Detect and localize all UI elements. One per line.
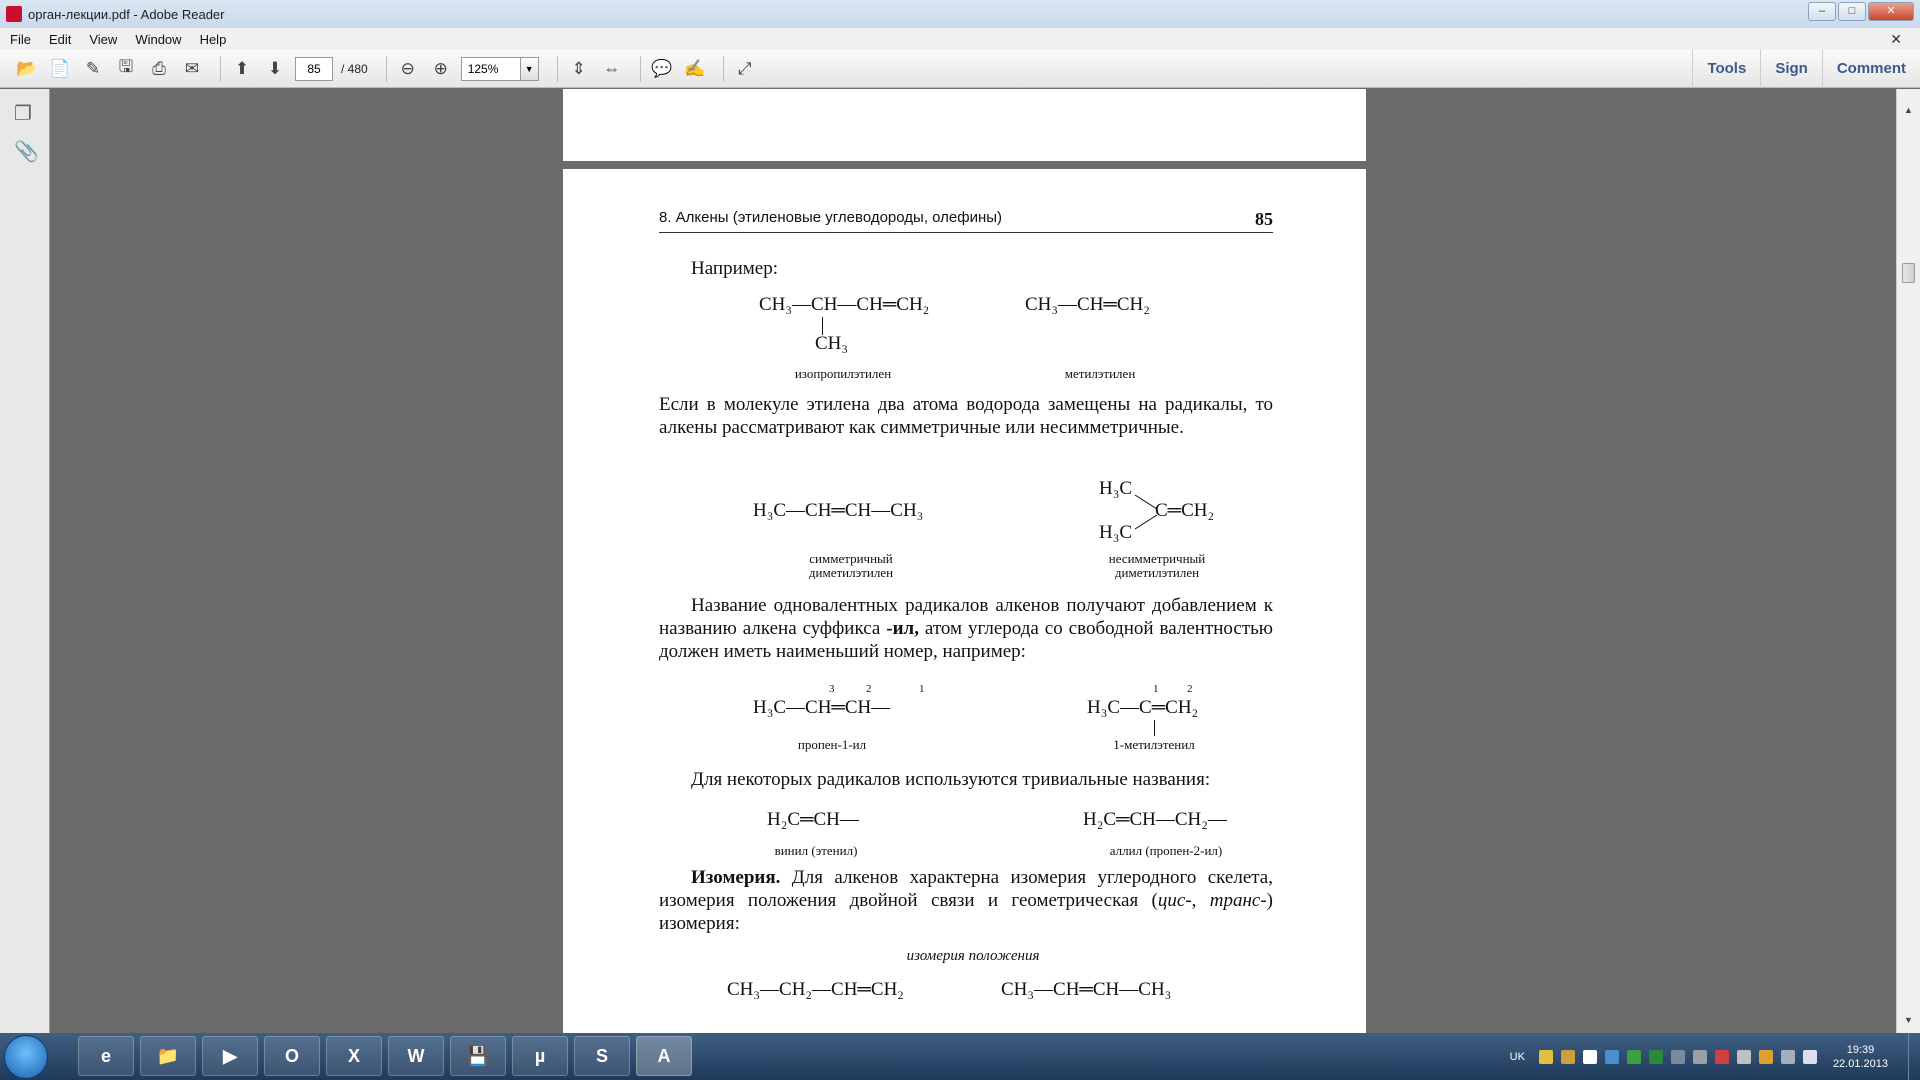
caption-methylethylene: метилэтилен: [1064, 366, 1136, 381]
isomerism-text-2: -,: [1185, 890, 1210, 911]
print-icon[interactable]: ⎙: [152, 58, 166, 78]
zoom-out-icon[interactable]: ⊖: [400, 58, 415, 78]
taskbar-skype[interactable]: S: [574, 1036, 630, 1076]
taskbar-adobe-reader[interactable]: A: [636, 1036, 692, 1076]
taskbar-utorrent[interactable]: µ: [512, 1036, 568, 1076]
menu-edit[interactable]: Edit: [48, 31, 72, 47]
toolbar-separator: [723, 56, 724, 82]
navigation-pane: [0, 89, 50, 1033]
formula-propenyl: H₃C—CH═CH—: [753, 697, 891, 718]
tools-button[interactable]: Tools: [1692, 50, 1760, 88]
page-total: / 480: [341, 61, 368, 76]
menu-file[interactable]: File: [10, 31, 31, 47]
running-head: [659, 209, 1273, 233]
tray-network-icon[interactable]: [1671, 1050, 1685, 1064]
heading-position-isomerism: изомерия положения: [906, 948, 1040, 964]
comment-note-icon[interactable]: 💬: [651, 58, 673, 78]
paragraph-radicals: Если в молекуле этилена два атома водорода замещены на радикалы, то алкены рассматривают как симметричные или несимметричные.: [659, 394, 1273, 438]
title-bar: [0, 0, 1920, 28]
tray-arrow-icon[interactable]: [1627, 1050, 1641, 1064]
edit-pdf-icon[interactable]: ✎: [85, 58, 101, 78]
taskbar-media-player[interactable]: ▶: [202, 1036, 258, 1076]
caption-symmetric-1: симметричный: [809, 551, 893, 566]
formula-asym-top: H₃C: [1099, 478, 1133, 499]
clock-time: 19:39: [1846, 1043, 1875, 1056]
scroll-down-icon[interactable]: ▼: [1904, 1015, 1913, 1025]
toolbar: [0, 50, 1920, 88]
tray-update-icon[interactable]: [1737, 1050, 1751, 1064]
menu-window[interactable]: Window: [135, 31, 182, 47]
zoom-dropdown-icon[interactable]: ▼: [521, 57, 539, 81]
taskbar-excel[interactable]: X: [326, 1036, 382, 1076]
formula-symmetric: H₃C—CH═CH—CH₃: [753, 500, 924, 521]
running-head-title: 8. Алкены (этиленовые углеводороды, олефины): [659, 209, 1003, 226]
locant-1b: 1: [1153, 683, 1159, 695]
formula-methylethenyl: H₃C—C═CH₂: [1087, 697, 1199, 718]
page-thumbnails-icon[interactable]: ❐: [14, 103, 32, 125]
names-suffix: -ил,: [886, 618, 919, 639]
formula-isopropylethylene: CH₃—CH—CH═CH₂: [759, 294, 930, 315]
taskbar-ie[interactable]: e: [78, 1036, 134, 1076]
toolbar-right-panel: [1692, 50, 1920, 88]
scroll-thumb[interactable]: [1902, 263, 1915, 283]
close-button[interactable]: ✕: [1868, 2, 1914, 21]
isomerism-text-3: -) изомерия:: [659, 890, 1274, 934]
formula-butene-1: CH₃—CH₂—CH═CH₂: [727, 979, 904, 1000]
names-text-1: Название одновалентных радикалов алкенов получают добавлением к названию алкена суффикса: [659, 595, 1273, 639]
tray-flag-icon[interactable]: [1759, 1050, 1773, 1064]
system-clock[interactable]: [1833, 1043, 1888, 1071]
taskbar-opera[interactable]: O: [264, 1036, 320, 1076]
toolbar-separator: [386, 56, 387, 82]
isomerism-trans: транс: [1209, 890, 1261, 911]
paragraph-trivial: Для некоторых радикалов используются тривиальные названия:: [691, 769, 1211, 790]
menu-help[interactable]: Help: [199, 31, 227, 47]
tray-shield-icon[interactable]: [1561, 1050, 1575, 1064]
volume-icon[interactable]: [1803, 1050, 1817, 1064]
menu-bar: [0, 28, 1920, 50]
minimize-button[interactable]: –: [1808, 2, 1836, 21]
document-viewport[interactable]: [51, 89, 1896, 1033]
names-text-2: атом углерода со свободной валентностью должен иметь наименьший номер, например:: [659, 618, 1273, 662]
fit-width-icon[interactable]: ⇔: [603, 58, 621, 78]
next-page-icon[interactable]: ⬇: [267, 58, 283, 78]
show-desktop-button[interactable]: [1908, 1033, 1920, 1080]
tray-b-icon[interactable]: [1583, 1050, 1597, 1064]
caption-methylethenyl: 1-метилэтенил: [1113, 737, 1195, 752]
comment-button[interactable]: Comment: [1822, 50, 1920, 88]
caption-propenyl: пропен-1-ил: [797, 737, 867, 752]
paragraph-radical-names: [659, 594, 1273, 663]
locant-3: 3: [829, 683, 835, 695]
taskbar-explorer[interactable]: 📁: [140, 1036, 196, 1076]
attachments-icon[interactable]: 📎: [14, 141, 39, 163]
previous-page-icon[interactable]: ⬆: [234, 58, 250, 78]
pdf-page: [563, 169, 1366, 1033]
maximize-button[interactable]: □: [1838, 2, 1866, 21]
fit-page-icon[interactable]: ⇕: [571, 58, 586, 78]
system-tray: [1510, 1033, 1920, 1080]
caption-vinyl: винил (этенил): [774, 843, 858, 858]
caption-asymmetric-2: диметилэтилен: [1114, 565, 1200, 580]
email-icon[interactable]: ✉: [184, 58, 200, 78]
scroll-up-icon[interactable]: ▲: [1904, 105, 1913, 115]
start-button[interactable]: [4, 1035, 48, 1079]
locant-1: 1: [919, 683, 925, 695]
isomerism-cis: цис: [1157, 890, 1186, 911]
caption-symmetric-2: диметилэтилен: [808, 565, 894, 580]
create-pdf-icon[interactable]: 📄: [49, 58, 71, 78]
free-valence-bond: [1154, 720, 1155, 736]
windows-taskbar: [0, 1033, 1920, 1080]
sign-button[interactable]: Sign: [1760, 50, 1822, 88]
language-indicator[interactable]: UK: [1509, 1050, 1525, 1063]
tray-folder-icon[interactable]: [1539, 1050, 1553, 1064]
tray-download-icon[interactable]: [1605, 1050, 1619, 1064]
window-title: орган-лекции.pdf - Adobe Reader: [28, 6, 225, 22]
formula-methylethylene: CH₃—CH═CH₂: [1025, 294, 1150, 315]
zoom-level-input[interactable]: 125%: [461, 57, 521, 81]
paragraph-example: Например:: [691, 258, 778, 279]
pdf-app-icon: [6, 6, 22, 22]
formula-asym-bottom: H₃C: [1099, 522, 1133, 543]
doc-close-icon[interactable]: ✕: [1890, 31, 1902, 47]
formula-butene-2: CH₃—CH═CH—CH₃: [1001, 979, 1172, 1000]
locant-2b: 2: [1187, 683, 1193, 695]
caption-asymmetric-1: несимметричный: [1108, 551, 1206, 566]
toolbar-separator: [557, 56, 558, 82]
tray-uk-icon[interactable]: [1693, 1050, 1707, 1064]
taskbar-save-app[interactable]: 💾: [450, 1036, 506, 1076]
formula-asym-mid: C═CH₂: [1155, 500, 1215, 521]
clock-date: 22.01.2013: [1832, 1057, 1888, 1070]
highlight-icon[interactable]: ✍: [684, 58, 706, 78]
asym-bonds: [1133, 489, 1163, 533]
tray-display-icon[interactable]: [1781, 1050, 1795, 1064]
menu-view[interactable]: View: [89, 31, 118, 47]
save-icon[interactable]: 🖫: [118, 57, 134, 76]
isomerism-term: Изомерия.: [691, 867, 781, 888]
vertical-scrollbar[interactable]: [1896, 89, 1920, 1033]
page-number: 85: [1255, 209, 1273, 229]
formula-vinyl: H₂C═CH—: [767, 809, 859, 830]
isomerism-text-1: Для алкенов характерна изомерия углеродного скелета, изомерия положения двойной связи и геометрическая (: [659, 867, 1273, 911]
full-screen-icon[interactable]: ⤢: [737, 58, 752, 78]
locant-2: 2: [866, 683, 872, 695]
window-controls: [1808, 2, 1914, 21]
tray-antivirus-icon[interactable]: [1715, 1050, 1729, 1064]
formula-allyl: H₂C═CH—CH₂—: [1083, 809, 1227, 830]
page-number-input[interactable]: 85: [295, 57, 333, 81]
tray-utorrent-icon[interactable]: [1649, 1050, 1663, 1064]
toolbar-separator: [640, 56, 641, 82]
zoom-in-icon[interactable]: ⊕: [433, 58, 448, 78]
toolbar-separator: [220, 56, 221, 82]
taskbar-word[interactable]: W: [388, 1036, 444, 1076]
formula-isopropyl-branch: CH₃: [815, 333, 849, 354]
previous-page-bottom: [563, 89, 1366, 161]
caption-allyl: аллил (пропен-2-ил): [1109, 843, 1223, 858]
paragraph-isomerism: [659, 866, 1273, 935]
caption-isopropylethylene: изопропилэтилен: [794, 366, 892, 381]
open-file-icon[interactable]: 📂: [16, 58, 38, 78]
